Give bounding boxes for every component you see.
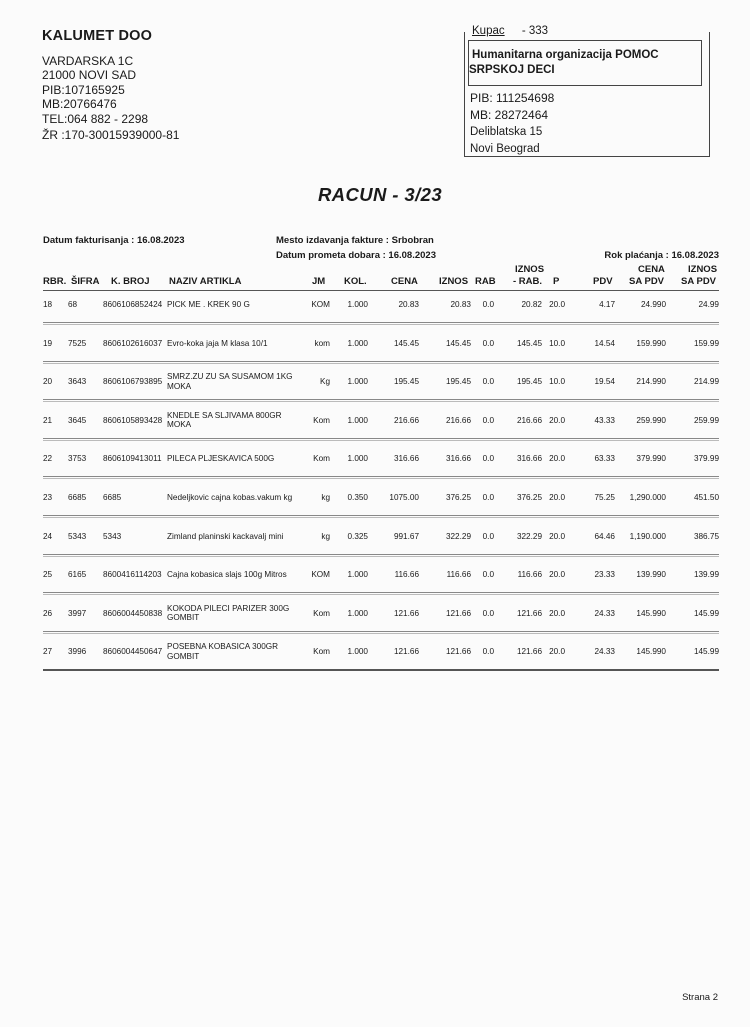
cell-kol: 1.000: [347, 377, 368, 387]
cell-iznos-rab: 121.66: [516, 608, 542, 618]
cell-cena: 991.67: [393, 531, 419, 541]
row-separator: [43, 592, 719, 593]
cell-cena: 116.66: [394, 570, 419, 580]
invoice-title: RACUN - 3/23: [317, 184, 443, 205]
cell-iznos-rab: 322.29: [516, 531, 542, 541]
cell-sifra: 6165: [68, 570, 87, 580]
cell-p: 20.0: [549, 647, 565, 657]
cell-p: 20.0: [549, 608, 565, 618]
cell-iznos-rab: 121.66: [516, 647, 542, 657]
cell-kbroj: 8606004450647: [103, 647, 163, 657]
cell-kbroj: 8606106852424: [103, 300, 163, 309]
cell-cena: 121.66: [393, 608, 419, 618]
cell-kol: 1.000: [347, 338, 368, 348]
cell-rbr: 20: [43, 377, 53, 387]
col-iznos-pdv-1: IZNOS: [688, 264, 718, 275]
cell-naziv: GOMBIT: [167, 613, 200, 623]
col-rbr: RBR.: [43, 276, 67, 287]
cell-iznos: 121.66: [445, 647, 471, 657]
cell-kol: 1.000: [347, 608, 368, 618]
cell-rbr: 24: [43, 531, 53, 541]
cell-naziv: KNEDLE SA SLJIVAMA 800GR: [167, 410, 282, 420]
cell-kbroj: 5343: [103, 531, 122, 541]
cell-p: 10.0: [549, 338, 565, 348]
row-separator: [43, 554, 719, 555]
buyer-city: Novi Beograd: [470, 143, 540, 155]
cell-cena: 216.66: [393, 415, 419, 425]
cell-pdv: 63.33: [594, 454, 615, 464]
cell-rbr: 25: [43, 570, 53, 580]
cell-cena-pdv: 145.990: [636, 608, 666, 618]
cell-iznos-rab: 195.45: [516, 377, 542, 387]
row-separator-shadow: [43, 440, 719, 441]
row-separator: [43, 631, 719, 632]
cell-iznos: 145.45: [445, 338, 471, 348]
cell-iznos: 20.83: [450, 300, 471, 309]
cell-sifra: 7525: [68, 338, 87, 348]
cell-pdv: 24.33: [594, 608, 615, 618]
cell-pdv: 75.25: [594, 493, 615, 502]
col-iznos-pdv-2: SA PDV: [681, 276, 717, 287]
row-separator: [43, 515, 719, 516]
cell-iznos: 116.66: [446, 570, 471, 580]
cell-iznos-rab: 316.66: [516, 454, 542, 464]
cell-kol: 1.000: [347, 647, 368, 657]
cell-iznos-pdv: 145.99: [693, 647, 719, 657]
cell-pdv: 14.54: [594, 338, 615, 348]
cell-iznos: 216.66: [445, 415, 471, 425]
cell-iznos-rab: 376.25: [516, 493, 542, 502]
seller-address: VARDARSKA 1C: [42, 54, 134, 68]
cell-kbroj: 8606105893428: [103, 415, 163, 425]
cell-iznos-pdv: 145.99: [693, 608, 719, 618]
cell-naziv: SMRZ.ZU ZU SA SUSAMOM 1KG: [167, 372, 293, 382]
row-separator-shadow: [43, 324, 719, 325]
cell-rab: 0.0: [482, 608, 494, 618]
cell-kol: 0.325: [347, 531, 368, 541]
cell-jm: kg: [321, 531, 330, 541]
cell-jm: KOM: [311, 570, 330, 580]
header-rule: [43, 290, 719, 291]
cell-naziv: Cajna kobasica slajs 100g Mitros: [167, 570, 287, 580]
cell-iznos-pdv: 214.99: [693, 377, 719, 387]
row-separator-shadow: [43, 594, 719, 595]
cell-cena-pdv: 214.990: [636, 377, 666, 387]
cell-rab: 0.0: [482, 377, 494, 387]
row-separator: [43, 361, 719, 362]
row-separator-shadow: [43, 401, 719, 402]
row-separator-shadow: [43, 363, 719, 364]
cell-rab: 0.0: [482, 647, 494, 657]
col-cena-pdv-2: SA PDV: [629, 276, 665, 287]
cell-kbroj: 6685: [103, 493, 122, 502]
cell-kol: 0.350: [347, 493, 368, 502]
col-cena: CENA: [391, 276, 418, 287]
col-iznos-rab-1: IZNOS: [515, 264, 545, 275]
cell-rab: 0.0: [482, 338, 494, 348]
cell-naziv: GOMBIT: [167, 651, 200, 661]
seller-name: KALUMET DOO: [42, 28, 153, 44]
cell-rbr: 22: [43, 454, 53, 464]
cell-rab: 0.0: [482, 493, 494, 502]
cell-cena-pdv: 1,190.000: [629, 531, 666, 541]
cell-iznos-pdv: 386.75: [693, 531, 719, 541]
buyer-mb: MB: 28272464: [470, 108, 549, 122]
col-cena-pdv-1: CENA: [638, 264, 665, 275]
cell-sifra: 5343: [68, 531, 87, 541]
cell-iznos-pdv: 379.99: [693, 454, 719, 464]
col-iznos: IZNOS: [439, 276, 469, 287]
cell-rbr: 23: [43, 493, 53, 502]
buyer-code: - 333: [521, 25, 549, 37]
payment-due: Rok plaćanja : 16.08.2023: [604, 250, 719, 261]
seller-mb: MB:20766476: [42, 97, 117, 111]
cell-jm: Kom: [313, 647, 330, 657]
cell-naziv: POSEBNA KOBASICA 300GR: [167, 642, 279, 652]
cell-cena: 195.45: [393, 377, 419, 387]
cell-kbroj: 8606102616037: [103, 338, 163, 348]
cell-pdv: 43.33: [594, 415, 615, 425]
cell-iznos-pdv: 451.50: [693, 493, 719, 502]
cell-rbr: 18: [43, 300, 53, 309]
cell-naziv: PILECA PLJESKAVICA 500G: [167, 454, 275, 464]
buyer-name-line2: SRPSKOJ DECI: [469, 64, 555, 76]
cell-rbr: 27: [43, 647, 53, 657]
cell-cena-pdv: 259.990: [636, 415, 666, 425]
cell-rbr: 26: [43, 608, 53, 618]
cell-jm: kg: [321, 493, 330, 502]
row-separator-shadow: [43, 556, 719, 557]
cell-iznos-rab: 145.45: [516, 338, 542, 348]
delivery-date: Datum prometa dobara : 16.08.2023: [276, 250, 436, 261]
seller-account: ŽR :170-30015939000-81: [42, 128, 180, 142]
cell-p: 20.0: [549, 531, 565, 541]
row-separator: [43, 669, 719, 670]
cell-naziv: KOKODA PILECI PARIZER 300G: [167, 603, 290, 613]
cell-sifra: 3645: [68, 415, 87, 425]
cell-naziv: Evro-koka jaja M klasa 10/1: [167, 338, 268, 348]
row-separator: [43, 322, 719, 323]
row-separator-shadow: [43, 517, 719, 518]
cell-pdv: 4.17: [599, 300, 615, 309]
cell-kol: 1.000: [347, 300, 368, 309]
cell-pdv: 23.33: [594, 570, 615, 580]
col-p: P: [553, 276, 560, 287]
buyer-name-box: [468, 40, 702, 86]
row-separator-shadow: [43, 633, 719, 634]
cell-p: 10.0: [549, 377, 565, 387]
row-separator: [43, 476, 719, 477]
cell-sifra: 3996: [68, 647, 87, 657]
cell-iznos-pdv: 259.99: [693, 415, 719, 425]
cell-p: 20.0: [549, 300, 565, 309]
seller-phone: TEL:064 882 - 2298: [42, 112, 149, 126]
cell-sifra: 3997: [68, 608, 87, 618]
cell-kol: 1.000: [347, 570, 368, 580]
cell-cena-pdv: 139.990: [636, 570, 666, 580]
cell-cena-pdv: 1,290.000: [629, 493, 666, 502]
cell-p: 20.0: [549, 493, 565, 502]
buyer-name-line1: Humanitarna organizacija POMOC: [472, 49, 659, 61]
cell-sifra: 68: [68, 300, 78, 309]
col-iznos-rab-2: - RAB.: [513, 276, 543, 287]
row-separator: [43, 438, 719, 439]
cell-kbroj: 8606109413011: [103, 454, 162, 464]
cell-jm: Kom: [313, 415, 330, 425]
buyer-pib: PIB: 111254698: [470, 91, 555, 105]
col-rab: RAB: [475, 276, 496, 287]
cell-rab: 0.0: [482, 300, 494, 309]
row-separator-shadow: [43, 478, 719, 479]
cell-kbroj: 8600416114203: [103, 570, 162, 580]
cell-rab: 0.0: [482, 454, 494, 464]
cell-kol: 1.000: [347, 454, 368, 464]
cell-kbroj: 8606004450838: [103, 608, 163, 618]
cell-pdv: 19.54: [594, 377, 615, 387]
col-pdv: PDV: [593, 276, 613, 287]
cell-jm: Kg: [319, 377, 330, 387]
cell-cena-pdv: 145.990: [636, 647, 666, 657]
cell-cena-pdv: 379.990: [636, 454, 666, 464]
cell-pdv: 64.46: [594, 531, 615, 541]
cell-sifra: 3643: [68, 377, 87, 387]
cell-iznos-pdv: 159.99: [693, 338, 719, 348]
buyer-label: [472, 25, 548, 37]
col-kbroj: K. BROJ: [111, 276, 150, 287]
col-sifra: ŠIFRA: [71, 276, 100, 287]
col-kol: KOL.: [344, 276, 367, 287]
cell-cena-pdv: 159.990: [636, 338, 666, 348]
cell-rab: 0.0: [482, 570, 494, 580]
cell-jm: kom: [314, 338, 330, 348]
cell-naziv: MOKA: [167, 381, 192, 391]
cell-iznos-rab: 116.66: [517, 570, 542, 580]
cell-pdv: 24.33: [594, 647, 615, 657]
cell-rbr: 19: [43, 338, 53, 348]
cell-rab: 0.0: [482, 415, 494, 425]
cell-iznos: 121.66: [445, 608, 471, 618]
cell-iznos-pdv: 24.99: [698, 300, 719, 309]
cell-sifra: 6685: [68, 493, 87, 502]
cell-cena: 145.45: [393, 338, 419, 348]
cell-naziv: Zimland planinski kackavalj mini: [167, 531, 284, 541]
cell-cena-pdv: 24.990: [640, 300, 666, 309]
cell-kol: 1.000: [347, 415, 368, 425]
cell-p: 20.0: [549, 415, 565, 425]
seller-pib: PIB:107165925: [42, 83, 125, 97]
cell-naziv: PICK ME . KREK 90 G: [167, 300, 250, 309]
cell-iznos: 376.25: [445, 493, 471, 502]
invoice-date: Datum fakturisanja : 16.08.2023: [43, 235, 185, 246]
cell-cena: 20.83: [398, 300, 419, 309]
cell-iznos: 195.45: [445, 377, 471, 387]
cell-naziv: Nedeljkovic cajna kobas.vakum kg: [167, 493, 293, 502]
cell-kbroj: 8606106793895: [103, 377, 163, 387]
cell-sifra: 3753: [68, 454, 87, 464]
cell-jm: Kom: [313, 608, 330, 618]
cell-p: 20.0: [549, 454, 565, 464]
cell-iznos: 322.29: [445, 531, 471, 541]
cell-iznos-rab: 20.82: [521, 300, 542, 309]
cell-p: 20.0: [549, 570, 565, 580]
cell-cena: 121.66: [393, 647, 419, 657]
cell-iznos-pdv: 139.99: [693, 570, 719, 580]
cell-cena: 1075.00: [389, 493, 419, 502]
cell-naziv: MOKA: [167, 420, 192, 430]
cell-rbr: 21: [43, 415, 53, 425]
buyer-street: Deliblatska 15: [470, 126, 543, 138]
col-naziv: NAZIV ARTIKLA: [169, 276, 242, 287]
issue-place: Mesto izdavanja fakture : Srbobran: [276, 235, 434, 246]
cell-cena: 316.66: [393, 454, 419, 464]
cell-jm: Kom: [313, 454, 330, 464]
cell-iznos: 316.66: [445, 454, 471, 464]
cell-iznos-rab: 216.66: [516, 415, 542, 425]
cell-jm: KOM: [311, 300, 330, 309]
page-number: Strana 2: [682, 992, 718, 1003]
seller-city: 21000 NOVI SAD: [42, 68, 137, 82]
row-separator: [43, 399, 719, 400]
cell-rab: 0.0: [482, 531, 494, 541]
col-jm: JM: [312, 276, 326, 287]
buyer-label-text: Kupac: [472, 25, 505, 37]
